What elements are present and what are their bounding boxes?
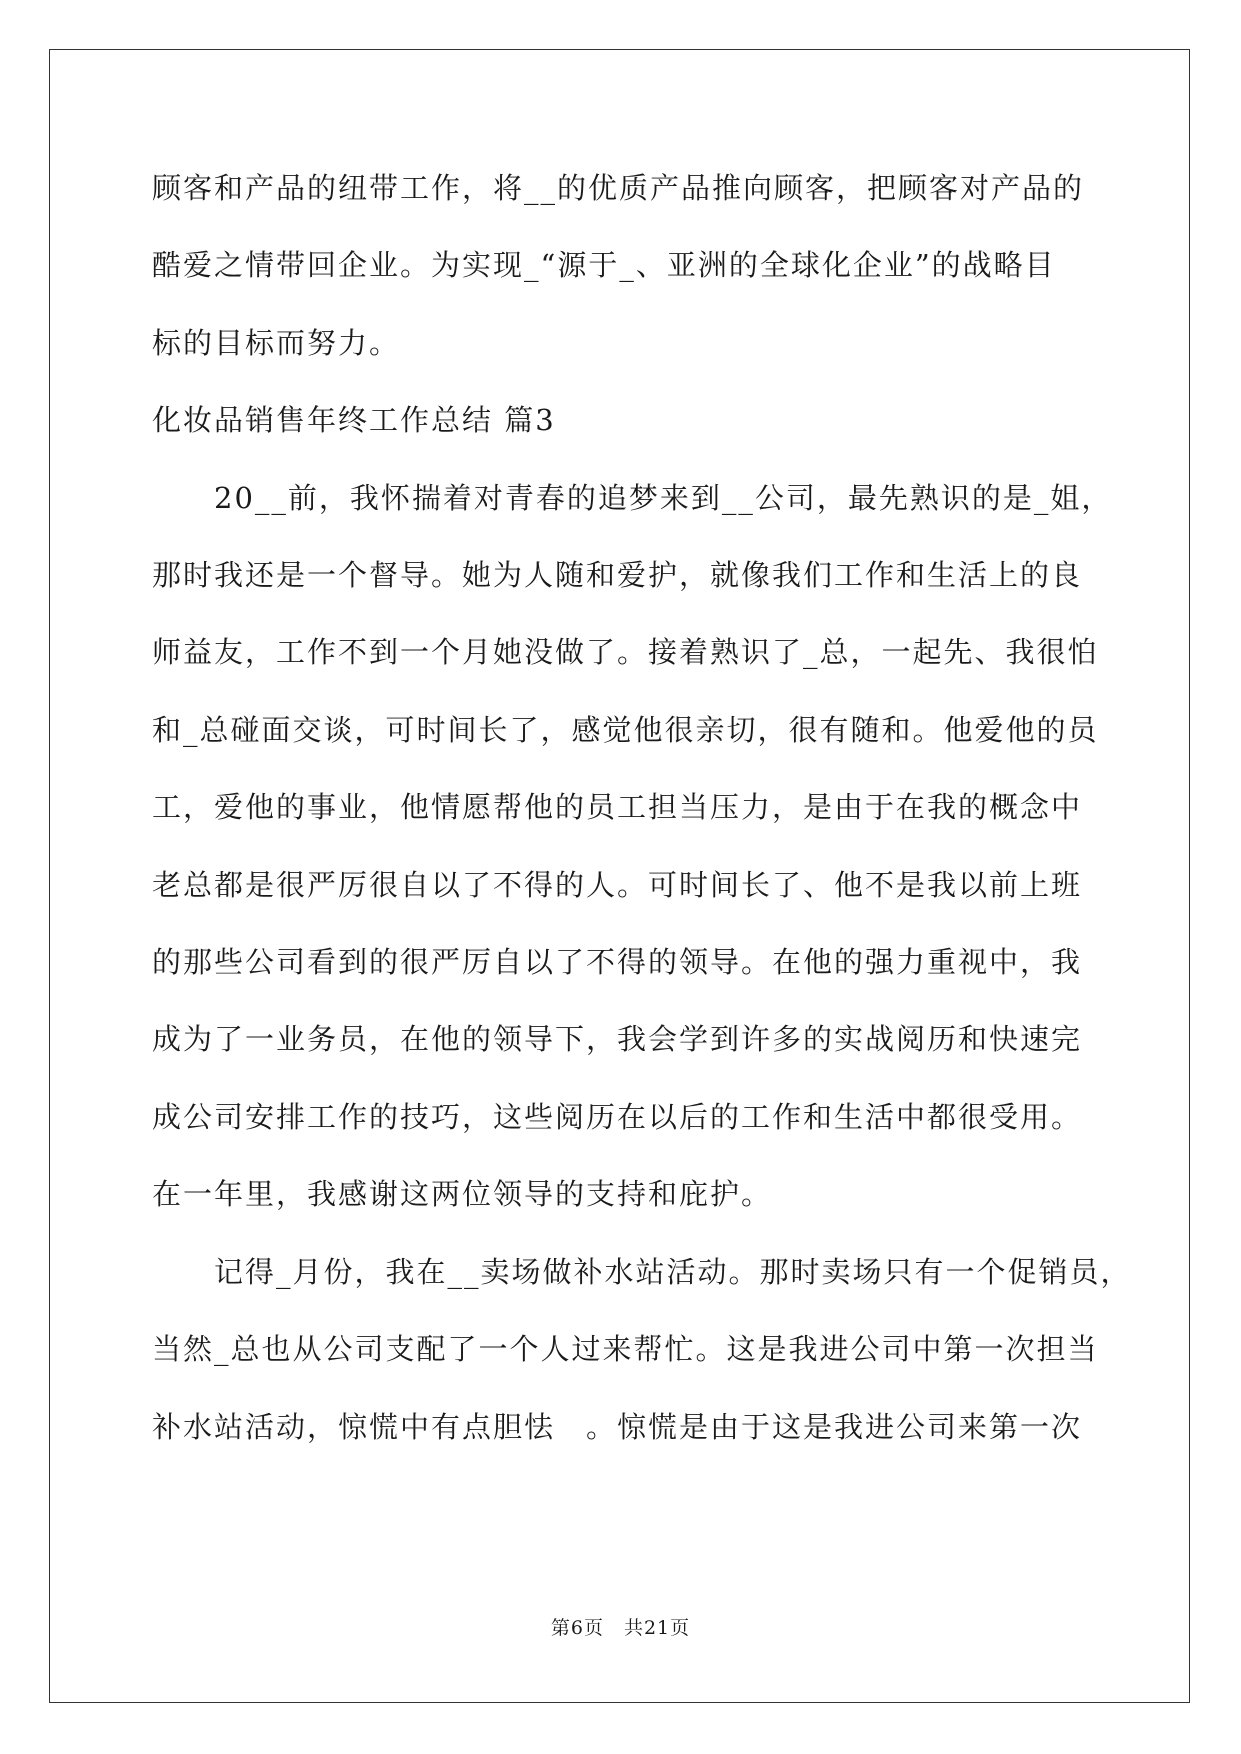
text-line: 20__前，我怀揣着对青春的追梦来到__公司，最先熟识的是_姐， [152, 481, 1113, 515]
text-line: 那时我还是一个督导。她为人随和爱护，就像我们工作和生活上的良 [152, 558, 1083, 592]
text-line: 在一年里，我感谢这两位领导的支持和庇护。 [152, 1177, 773, 1211]
text-line: 补水站活动，惊慌中有点胆怯 。惊慌是由于这是我进公司来第一次 [152, 1410, 1083, 1444]
text-line: 和_总碰面交谈，可时间长了，感觉他很亲切，很有随和。他爱他的员 [152, 713, 1099, 747]
text-line: 酷爱之情带回企业。为实现_“源于_、亚洲的全球化企业”的战略目 [152, 248, 1056, 282]
section-heading: 化妆品销售年终工作总结 篇3 [152, 403, 556, 437]
text-line: 老总都是很严厉很自以了不得的人。可时间长了、他不是我以前上班 [152, 868, 1083, 902]
text-line: 记得_月份，我在__卖场做补水站活动。那时卖场只有一个促销员， [152, 1255, 1132, 1289]
text-line: 标的目标而努力。 [152, 326, 401, 360]
text-line: 的那些公司看到的很严厉自以了不得的领导。在他的强力重视中，我 [152, 945, 1083, 979]
text-line: 师益友，工作不到一个月她没做了。接着熟识了_总，一起先、我很怕 [152, 635, 1099, 669]
text-line: 成为了一业务员，在他的领导下，我会学到许多的实战阅历和快速完 [152, 1022, 1083, 1056]
text-line: 成公司安排工作的技巧，这些阅历在以后的工作和生活中都很受用。 [152, 1100, 1083, 1134]
text-line: 工，爱他的事业，他情愿帮他的员工担当压力，是由于在我的概念中 [152, 790, 1083, 824]
page-number-footer: 第6页 共21页 [550, 1617, 691, 1639]
text-line: 顾客和产品的纽带工作，将__的优质产品推向顾客，把顾客对产品的 [152, 171, 1085, 205]
text-line: 当然_总也从公司支配了一个人过来帮忙。这是我进公司中第一次担当 [152, 1332, 1099, 1366]
